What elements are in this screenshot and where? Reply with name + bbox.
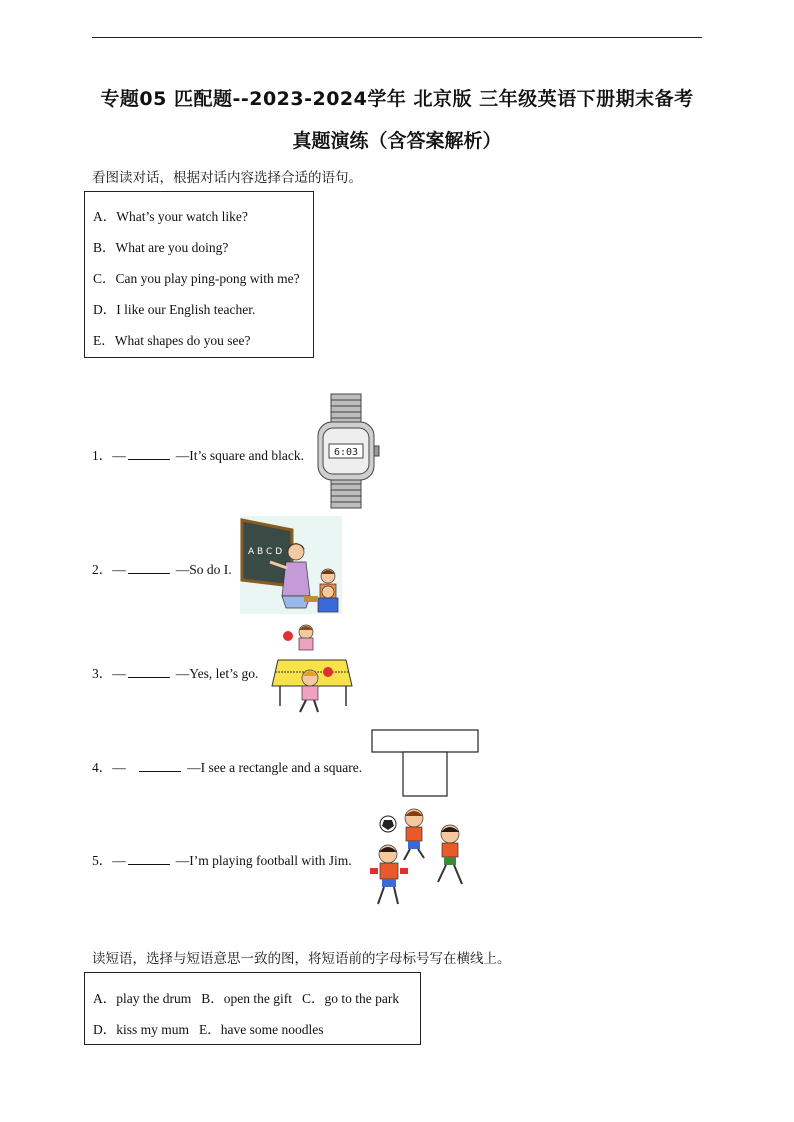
ping-pong-picture	[270, 622, 354, 716]
question-3	[92, 662, 258, 682]
question-5-reply: —I’m playing football with Jim.	[175, 853, 352, 868]
answer-blank-3[interactable]	[128, 665, 170, 678]
square-shape	[403, 752, 447, 796]
question-2	[92, 558, 232, 578]
question-5-prefix: 5．—	[92, 853, 126, 868]
board-letters: A B C D	[248, 547, 283, 557]
option-b: B．What are you doing?	[93, 240, 229, 255]
answer-blank-4[interactable]	[139, 759, 181, 772]
header-rule	[92, 37, 702, 38]
option-c: C．Can you play ping-pong with me?	[93, 271, 300, 286]
page-subtitle: 真题演练（含答案解析）	[292, 130, 502, 152]
phrase-d: D．kiss my mum	[93, 1022, 190, 1037]
watch-picture	[314, 392, 380, 510]
shapes-picture	[370, 728, 482, 800]
question-1-prefix: 1．—	[92, 448, 126, 463]
page-title: 专题05 匹配题--2023-2024学年 北京版 三年级英语下册期末备考	[100, 88, 694, 110]
question-1-reply: —It’s square and black.	[175, 448, 304, 463]
question-3-reply: —Yes, let’s go.	[175, 666, 259, 681]
options-box	[84, 191, 314, 358]
section1-instruction: 看图读对话，根据对话内容选择合适的语句。	[92, 170, 362, 186]
watch-display: 6:03	[333, 447, 359, 458]
football-picture	[364, 806, 472, 910]
question-5	[92, 849, 352, 869]
question-3-prefix: 3．—	[92, 666, 126, 681]
answer-blank-1[interactable]	[128, 447, 170, 460]
option-e: E．What shapes do you see?	[93, 333, 251, 348]
phrases-box	[84, 972, 421, 1045]
phrase-e: E．have some noodles	[199, 1022, 324, 1037]
answer-blank-5[interactable]	[128, 852, 170, 865]
phrase-a: A．play the drum	[93, 991, 192, 1006]
answer-blank-2[interactable]	[128, 561, 170, 574]
section2-instruction: 读短语，选择与短语意思一致的图，将短语前的字母标号写在横线上。	[92, 951, 511, 967]
phrase-c: C．go to the park	[301, 991, 400, 1006]
question-1	[92, 444, 304, 464]
phrases-row-1	[93, 987, 409, 1007]
classroom-picture	[240, 516, 342, 614]
rectangle-shape	[372, 730, 478, 752]
phrases-row-2	[93, 1018, 334, 1038]
question-4-prefix: 4．—	[92, 760, 130, 775]
question-2-prefix: 2．—	[92, 562, 126, 577]
option-a: A．What’s your watch like?	[93, 209, 248, 224]
phrase-b: B．open the gift	[201, 991, 292, 1006]
question-4	[92, 756, 362, 776]
question-4-reply: —I see a rectangle and a square.	[187, 760, 363, 775]
option-d: D．I like our English teacher.	[93, 302, 256, 317]
question-2-reply: —So do I.	[175, 562, 232, 577]
